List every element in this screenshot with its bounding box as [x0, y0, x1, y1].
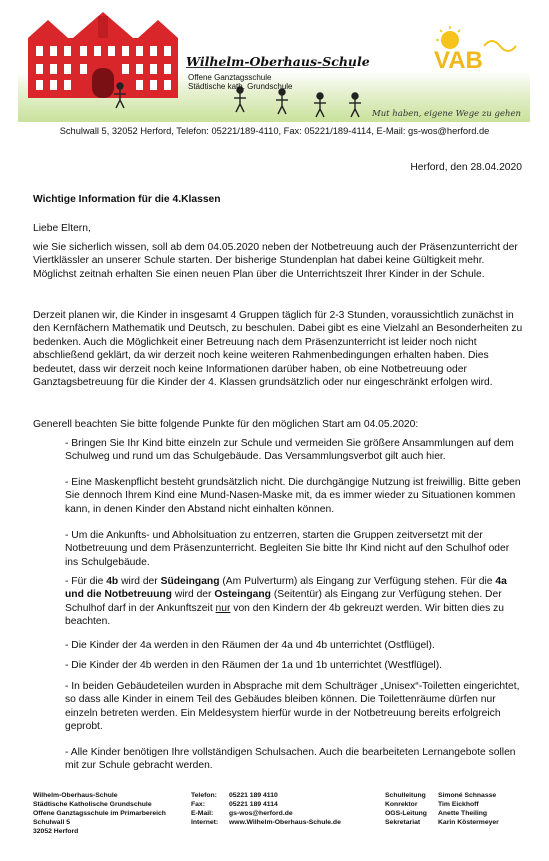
footer-ogs-leitung: Anette Theiling [438, 810, 488, 817]
footer-contact-labels [191, 791, 218, 827]
school-subtitle-grundschule: Städtische kath. Grundschule [188, 82, 293, 91]
bullet-eingaenge-text: von den Kindern der 4b gekreuzt werden. Wir bitten dies zu beachten. [65, 602, 505, 628]
footer-konrektor: Tim Eickhoff [438, 801, 479, 808]
bullet-toiletten: - In beiden Gebäudeteilen wurden in Absprache mit dem Schulträger „Unisex“-Toiletten eingerichtet, so dass alle Kinder in einem Teil des Gebäudes bleiben können. Die Toilettenräume dürfen nur einzeln betreten werden. Ein Meldesystem hierfür wurde in der Notbetreuung bereits erfolgreich geprobt. [65, 681, 520, 733]
bullet-eingaenge-text: wird der [118, 576, 161, 587]
bullet-eingaenge-text: wird der [171, 589, 215, 601]
bullet-ankunft: - Um die Ankunfts- und Abholsituation zu entzerren, starten die Gruppen zeitversetzt mit der Notbetreuung und dem Präsenzunterricht. Begleiten Sie bitte Ihr Kind nicht auf den Schulhof oder ins Schulgebäude. [65, 530, 510, 568]
letter-paragraph-3: Generell beachten Sie bitte folgende Punkte für den möglichen Start am 04.05.2020: [33, 419, 419, 430]
school-subtitle-ogs: Offene Ganztagsschule [188, 73, 272, 82]
footer-label-fax: Fax: [191, 801, 205, 808]
bullet-eingaenge-text: (Seitentür) als Eingang zur Verfügung stehen. Der Schulhof darf in der Ankunftszeit [65, 589, 502, 614]
footer-school-ogs: Offene Ganztagsschule im Primarbereich [33, 810, 166, 817]
bullet-4a-raeume: - Die Kinder der 4a werden in den Räumen der 4a und 4b unterrichtet (Ostflügel). [65, 640, 435, 651]
footer-staff-labels [385, 791, 427, 827]
footer-school-name: Wilhelm-Oberhaus-Schule [33, 792, 118, 799]
bullet-eingaenge-4b: 4b [106, 576, 119, 587]
letter-subject: Wichtige Information für die 4.Klassen [33, 194, 221, 205]
bullet-eingaenge-text: (Am Pulverturm) als Eingang zur Verfügung stehen. Für die [219, 576, 496, 587]
school-name: Wilhelm-Oberhaus-Schule [186, 54, 370, 69]
footer-email: gs-wos@herford.de [229, 810, 293, 817]
bullet-eingaenge-4a: 4a und die Notbetreuung [65, 576, 507, 601]
footer-label-telefon: Telefon: [191, 792, 217, 799]
footer-label-konrektor: Konrektor [385, 801, 418, 808]
letterhead [0, 0, 549, 126]
footer-contact-values [229, 791, 341, 827]
footer-staff-names [438, 791, 499, 827]
letter-paragraph-1: wie Sie sicherlich wissen, soll ab dem 04.05.2020 neben der Notbetreuung auch der Präsenzunterricht der Viertklässler an unserer Schule starten. Der bisherige Stundenplan hat dabei keine Gültigkeit mehr. Möglichst zeitnah erhalten Sie einen neuen Plan über die Unterrichtszeit Ihrer Kinder in der Schule. [33, 242, 518, 280]
footer-label-internet: Internet: [191, 819, 219, 826]
footer-label-ogs-leitung: OGS-Leitung [385, 810, 427, 817]
footer-label-schulleitung: Schulleitung [385, 792, 426, 799]
letter-salutation: Liebe Eltern, [33, 223, 91, 234]
footer-schulleitung: Simoné Schnasse [438, 792, 497, 799]
bullet-schulsachen: - Alle Kinder benötigen Ihre vollständigen Schulsachen. Auch die bearbeiteten Lernangebote sollen mit zur Schule gebracht werden. [65, 747, 516, 772]
letter-date: Herford, den 28.04.2020 [410, 162, 522, 173]
bullet-eingaenge [65, 575, 523, 629]
bullet-maskenpflicht: - Eine Maskenpflicht besteht grundsätzlich nicht. Die durchgängige Nutzung ist freiwillig. Bitte geben Sie dennoch Ihrem Kind eine Mund-Nasen-Maske mit, da es immer wieder zu Situationen kommen kann, in denen Kinder den Abstand nicht einhalten können. [65, 477, 521, 515]
bullet-schulweg: - Bringen Sie Ihr Kind bitte einzeln zur Schule und vermeiden Sie größere Ansammlungen auf dem Schulweg und rund um das Schulgebäude. Das Versammlungsverbot gilt auch hier. [65, 438, 514, 463]
vab-logo [428, 26, 518, 76]
footer-telefon: 05221 189 4110 [229, 792, 278, 799]
footer-fax: 05221 189 4114 [229, 801, 278, 808]
vab-logo-text: VAB [434, 47, 483, 74]
footer-sekretariat: Karin Köstermeyer [438, 819, 499, 826]
footer-school-type: Städtische Katholische Grundschule [33, 801, 152, 808]
school-slogan: Mut haben, eigene Wege zu gehen [372, 109, 521, 119]
bullet-4b-raeume: - Die Kinder der 4b werden in den Räumen der 1a und 1b unterrichtet (Westflügel). [65, 660, 442, 671]
footer-city: 32052 Herford [33, 828, 79, 835]
footer-label-sekretariat: Sekretariat [385, 819, 421, 826]
bullet-eingaenge-suedeingang: Südeingang [160, 576, 220, 587]
footer-street: Schulwall 5 [33, 819, 71, 826]
school-address-line: Schulwall 5, 32052 Herford, Telefon: 05221/189-4110, Fax: 05221/189-4114, E-Mail: gs-wos@herford.de [59, 126, 490, 136]
bullet-eingaenge-text: - Für die [65, 576, 107, 587]
letter-paragraph-2: Derzeit planen wir, die Kinder in insgesamt 4 Gruppen täglich für 2-3 Stunden, voraussichtlich zunächst in den Kernfächern Mathematik und Deutsch, zu beschulen. Dabei gibt es eine Vielzahl an Besonderheiten zu bedenken. Auch die Möglichkeit einer Betreuung nach dem Präsenzunterricht ist leider noch nicht abschließend geklärt, da wir derzeit noch keine weiteren Rahmenbedingungen erhalten haben. Dies bedeutet, dass wir derzeit noch keine Informationen darüber haben, ob eine Notbetreuung oder Ganztagsbetreuung für die Kinder der 4. Klassen grundsätzlich oder nur eingeschränkt erfolgen wird. [33, 310, 523, 389]
bullet-eingaenge-osteingang: Osteingang [214, 589, 271, 601]
footer-label-email: E-Mail: [191, 810, 214, 817]
bullet-eingaenge-nur: nur [215, 602, 231, 614]
school-name-underline [186, 67, 354, 68]
footer-school-info [33, 791, 166, 836]
footer-website: www.Wilhelm-Oberhaus-Schule.de [229, 819, 341, 826]
